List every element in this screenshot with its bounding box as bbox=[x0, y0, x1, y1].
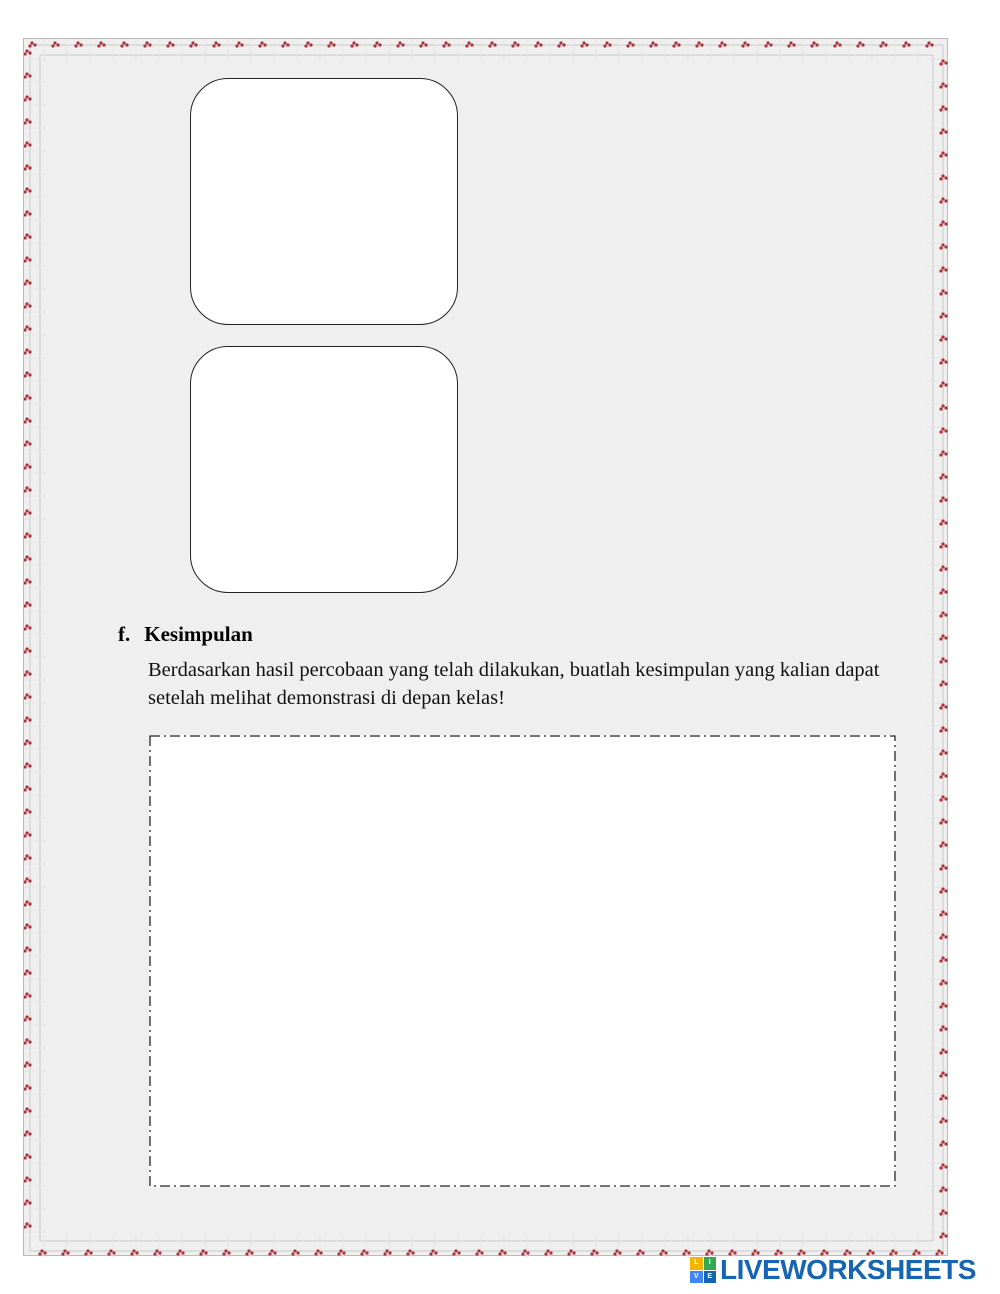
border-ornament bbox=[475, 1249, 483, 1255]
border-ornament bbox=[84, 1249, 92, 1255]
border-ornament bbox=[603, 41, 611, 47]
border-ornament bbox=[212, 41, 220, 47]
border-ornament bbox=[465, 41, 473, 47]
border-ornament bbox=[636, 1249, 644, 1255]
border-ornament bbox=[383, 1249, 391, 1255]
border-ornament bbox=[176, 1249, 184, 1255]
border-ornament bbox=[695, 41, 703, 47]
border-ornament bbox=[222, 1249, 230, 1255]
border-ornament bbox=[38, 1249, 46, 1255]
border-ornament bbox=[419, 41, 427, 47]
border-ornament bbox=[672, 41, 680, 47]
border-ornament bbox=[741, 41, 749, 47]
border-ornament bbox=[521, 1249, 529, 1255]
border-ornament bbox=[613, 1249, 621, 1255]
border-ornament bbox=[764, 41, 772, 47]
answer-box-2[interactable] bbox=[190, 346, 458, 593]
border-ornament bbox=[557, 41, 565, 47]
brand-name: LIVEWORKSHEETS bbox=[720, 1254, 976, 1285]
border-ornament bbox=[350, 41, 358, 47]
border-ornament bbox=[51, 41, 59, 47]
border-ornament bbox=[189, 41, 197, 47]
border-ornament bbox=[626, 41, 634, 47]
border-ornament bbox=[544, 1249, 552, 1255]
border-ornament bbox=[902, 41, 910, 47]
border-ornament bbox=[245, 1249, 253, 1255]
border-ornament bbox=[406, 1249, 414, 1255]
border-ornament bbox=[659, 1249, 667, 1255]
border-ornament bbox=[304, 41, 312, 47]
conclusion-answer-box[interactable] bbox=[149, 735, 896, 1187]
border-ornament bbox=[153, 1249, 161, 1255]
border-ornament bbox=[787, 41, 795, 47]
section-title: Kesimpulan bbox=[144, 622, 253, 646]
border-ornament bbox=[74, 41, 82, 47]
border-ornament bbox=[130, 1249, 138, 1255]
border-ornament bbox=[97, 41, 105, 47]
border-ornament bbox=[833, 41, 841, 47]
border-ornament bbox=[396, 41, 404, 47]
border-ornament bbox=[327, 41, 335, 47]
border-ornament bbox=[199, 1249, 207, 1255]
border-ornament bbox=[442, 41, 450, 47]
border-ornament bbox=[281, 41, 289, 47]
section-letter: f. bbox=[118, 622, 131, 646]
border-ornament bbox=[258, 41, 266, 47]
border-ornament bbox=[511, 41, 519, 47]
border-ornament bbox=[360, 1249, 368, 1255]
border-ornament bbox=[856, 41, 864, 47]
section-heading bbox=[118, 622, 253, 647]
border-ornament bbox=[120, 41, 128, 47]
border-ornament bbox=[498, 1249, 506, 1255]
border-ornament bbox=[649, 41, 657, 47]
border-ornament bbox=[166, 41, 174, 47]
border-ornament bbox=[235, 41, 243, 47]
border-ornament bbox=[143, 41, 151, 47]
liveworksheets-brand bbox=[690, 1253, 976, 1287]
border-ornament bbox=[28, 41, 36, 47]
answer-box-1[interactable] bbox=[190, 78, 458, 325]
border-ornament bbox=[373, 41, 381, 47]
section-instruction: Berdasarkan hasil percobaan yang telah dilakukan, buatlah kesimpulan yang kalian dapat setelah melihat demonstrasi di depan kelas! bbox=[148, 659, 880, 709]
border-ornament bbox=[429, 1249, 437, 1255]
border-ornament bbox=[452, 1249, 460, 1255]
border-ornament bbox=[61, 1249, 69, 1255]
border-ornament bbox=[580, 41, 588, 47]
border-ornament bbox=[925, 41, 933, 47]
border-ornament bbox=[337, 1249, 345, 1255]
border-ornament bbox=[567, 1249, 575, 1255]
border-ornament bbox=[291, 1249, 299, 1255]
border-ornament bbox=[718, 41, 726, 47]
border-ornament bbox=[810, 41, 818, 47]
brand-logo-icon: L I V E bbox=[690, 1257, 716, 1283]
border-ornament bbox=[534, 41, 542, 47]
border-ornament bbox=[488, 41, 496, 47]
border-ornament bbox=[879, 41, 887, 47]
dashdot-border bbox=[149, 735, 896, 1187]
border-ornament bbox=[268, 1249, 276, 1255]
border-ornament bbox=[107, 1249, 115, 1255]
border-ornament bbox=[590, 1249, 598, 1255]
border-ornament bbox=[314, 1249, 322, 1255]
